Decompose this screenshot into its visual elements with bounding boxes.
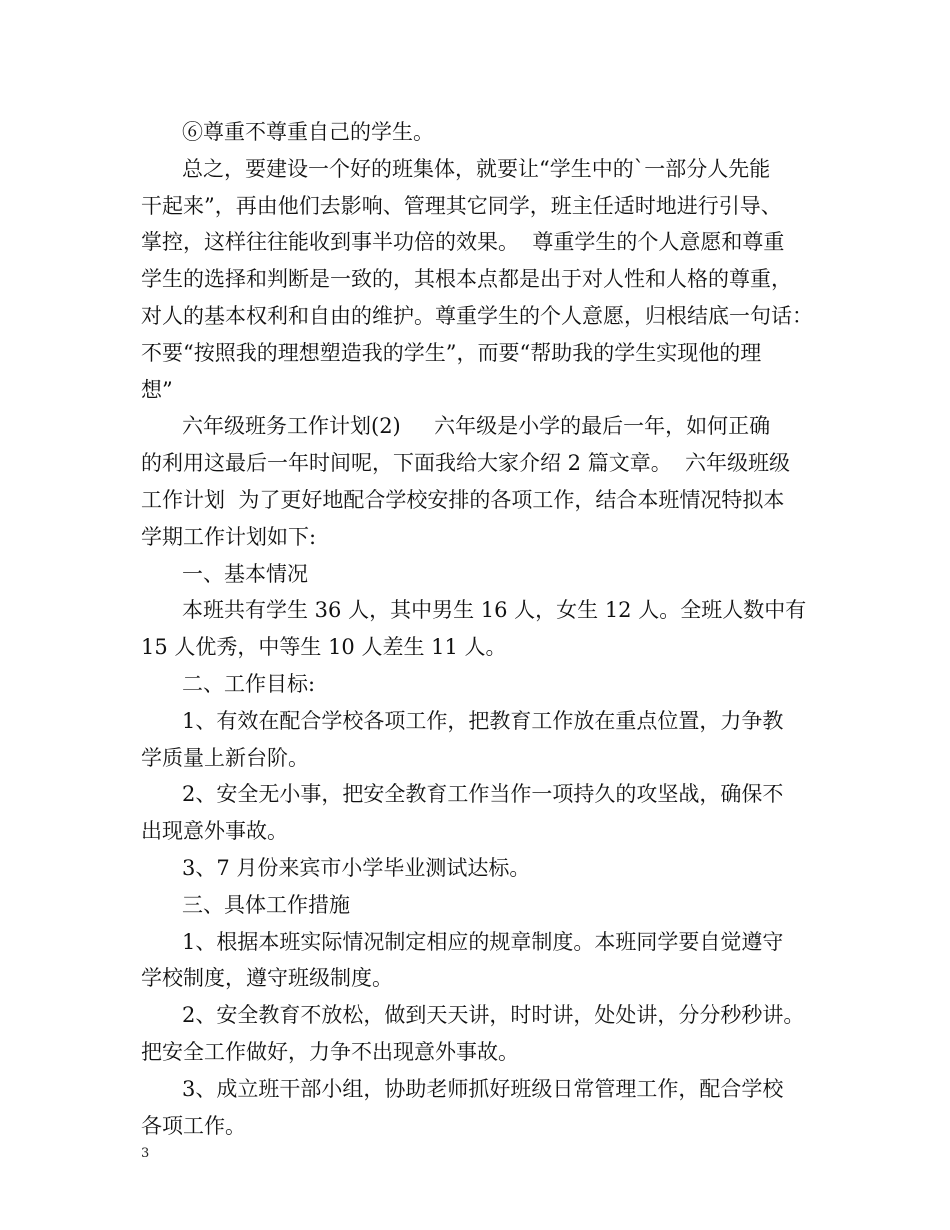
text-line: 学期工作计划如下:: [141, 524, 317, 549]
list-item: 2、安全无小事，把安全教育工作当作一项持久的攻坚战，确保不: [182, 782, 784, 807]
text-line: 六年级班务工作计划(2) 六年级是小学的最后一年，如何正确: [182, 414, 771, 439]
section-heading: 一、基本情况: [182, 561, 308, 586]
text-line: 不要“按照我的理想塑造我的学生”，而要“帮助我的学生实现他的理: [141, 340, 762, 365]
text-line: 出现意外事故。: [141, 819, 288, 844]
list-item: 1、根据本班实际情况制定相应的规章制度。本班同学要自觉遵守: [182, 929, 784, 954]
list-item: 3、成立班干部小组，协助老师抓好班级日常管理工作，配合学校: [182, 1076, 784, 1101]
text-line: 学生的选择和判断是一致的，其根本点都是出于对人性和人格的尊重，: [141, 267, 792, 292]
list-item: 1、有效在配合学校各项工作，把教育工作放在重点位置，力争教: [182, 708, 784, 733]
text-line: 学质量上新台阶。: [141, 745, 309, 770]
document-body: [141, 114, 831, 1144]
page-number: 3: [141, 1146, 150, 1161]
text-line: 总之，要建设一个好的班集体，就要让“学生中的`一部分人先能: [182, 156, 771, 181]
text-line: 把安全工作做好，力争不出现意外事故。: [141, 1039, 519, 1064]
section-heading: 二、工作目标:: [182, 671, 316, 696]
text-line: 想”: [141, 377, 173, 402]
text-line: 对人的基本权利和自由的维护。尊重学生的个人意愿，归根结底一句话：: [141, 303, 813, 328]
text-line: 掌控，这样往往能收到事半功倍的效果。 尊重学生的个人意愿和尊重: [141, 230, 785, 255]
text-line: 的利用这最后一年时间呢，下面我给大家介绍 2 篇文章。 六年级班级: [141, 451, 791, 476]
text-line: ⑥尊重不尊重自己的学生。: [182, 120, 434, 144]
text-line: 工作计划 为了更好地配合学校安排的各项工作，结合本班情况特拟本: [141, 487, 785, 512]
text-line: 本班共有学生 36 人，其中男生 16 人，女生 12 人。全班人数中有: [182, 598, 807, 623]
text-line: 学校制度，遵守班级制度。: [141, 966, 393, 991]
list-item: 3、7 月份来宾市小学毕业测试达标。: [182, 855, 531, 880]
list-item: 2、安全教育不放松，做到天天讲，时时讲，处处讲，分分秒秒讲。: [182, 1003, 805, 1028]
text-line: 各项工作。: [141, 1113, 246, 1138]
text-line: 干起来”，再由他们去影响、管理其它同学，班主任适时地进行引导、: [141, 193, 782, 218]
section-heading: 三、具体工作措施: [182, 892, 350, 917]
text-line: 15 人优秀，中等生 10 人差生 11 人。: [141, 635, 507, 660]
